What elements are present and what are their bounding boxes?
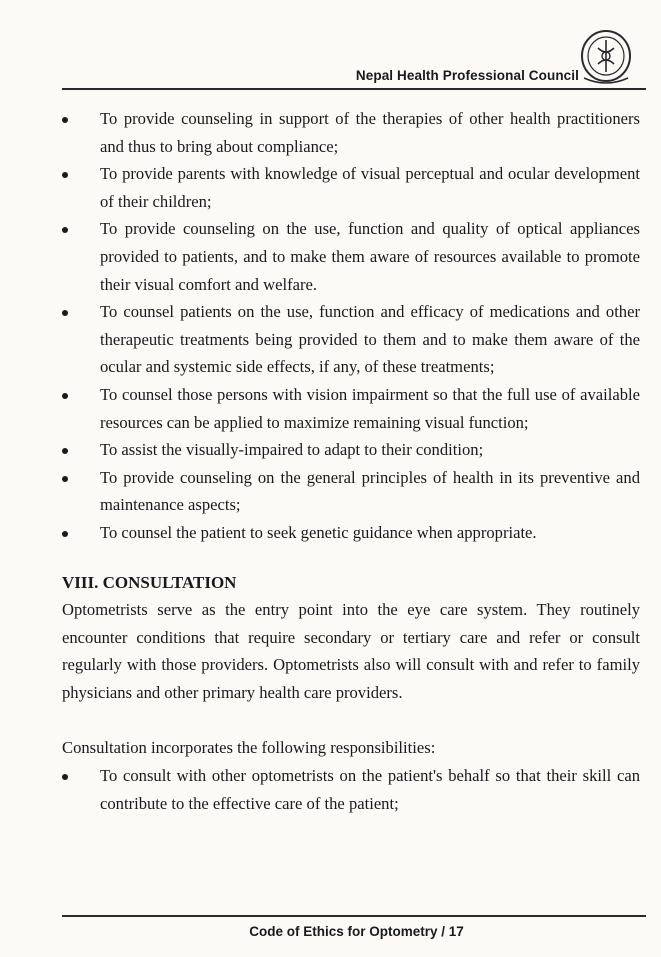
council-emblem-icon <box>578 28 634 86</box>
list-item: To provide counseling in support of the therapies of other health practitioners and thus to bring about compliance; <box>62 105 640 160</box>
consultation-bullet-list <box>62 762 640 817</box>
bullet-icon <box>62 227 68 233</box>
section-heading: VIII. CONSULTATION <box>62 572 237 592</box>
list-item: To consult with other optometrists on the patient's behalf so that their skill can contribute to the effective care of the patient; <box>62 762 640 817</box>
counseling-bullet-list <box>62 105 640 547</box>
header-divider <box>62 88 646 90</box>
header-title: Nepal Health Professional Council <box>355 68 579 83</box>
list-item: To assist the visually-impaired to adapt to their condition; <box>62 436 640 464</box>
list-item: To counsel the patient to seek genetic guidance when appropriate. <box>62 519 640 547</box>
bullet-icon <box>62 448 68 454</box>
footer-divider <box>62 915 646 917</box>
list-item: To provide parents with knowledge of visual perceptual and ocular development of their children; <box>62 160 640 215</box>
responsibilities-intro: Consultation incorporates the following responsibilities: <box>62 738 436 758</box>
list-item: To counsel those persons with vision impairment so that the full use of available resources can be applied to maximize remaining visual function; <box>62 381 640 436</box>
list-item: To provide counseling on the general principles of health in its preventive and maintenance aspects; <box>62 464 640 519</box>
bullet-icon <box>62 393 68 399</box>
page-content <box>62 105 640 817</box>
bullet-icon <box>62 476 68 482</box>
list-item: To counsel patients on the use, function and efficacy of medications and other therapeutic treatments being provided to them and to make them aware of the ocular and systemic side effects, if any, of these treatments; <box>62 298 640 381</box>
bullet-icon <box>62 531 68 537</box>
bullet-icon <box>62 117 68 123</box>
bullet-icon <box>62 172 68 178</box>
list-item: To provide counseling on the use, function and quality of optical appliances provided to patients, and to make them aware of resources available to promote their visual comfort and welfare. <box>62 215 640 298</box>
page-footer: Code of Ethics for Optometry / 17 <box>249 924 464 939</box>
bullet-icon <box>62 774 68 780</box>
consultation-paragraph: Optometrists serve as the entry point into the eye care system. They routinely encounter conditions that require secondary or tertiary care and refer or consult regularly with those providers. Optometrists also will consult with and refer to family physicians and other primary health care providers. <box>62 600 640 702</box>
bullet-icon <box>62 310 68 316</box>
